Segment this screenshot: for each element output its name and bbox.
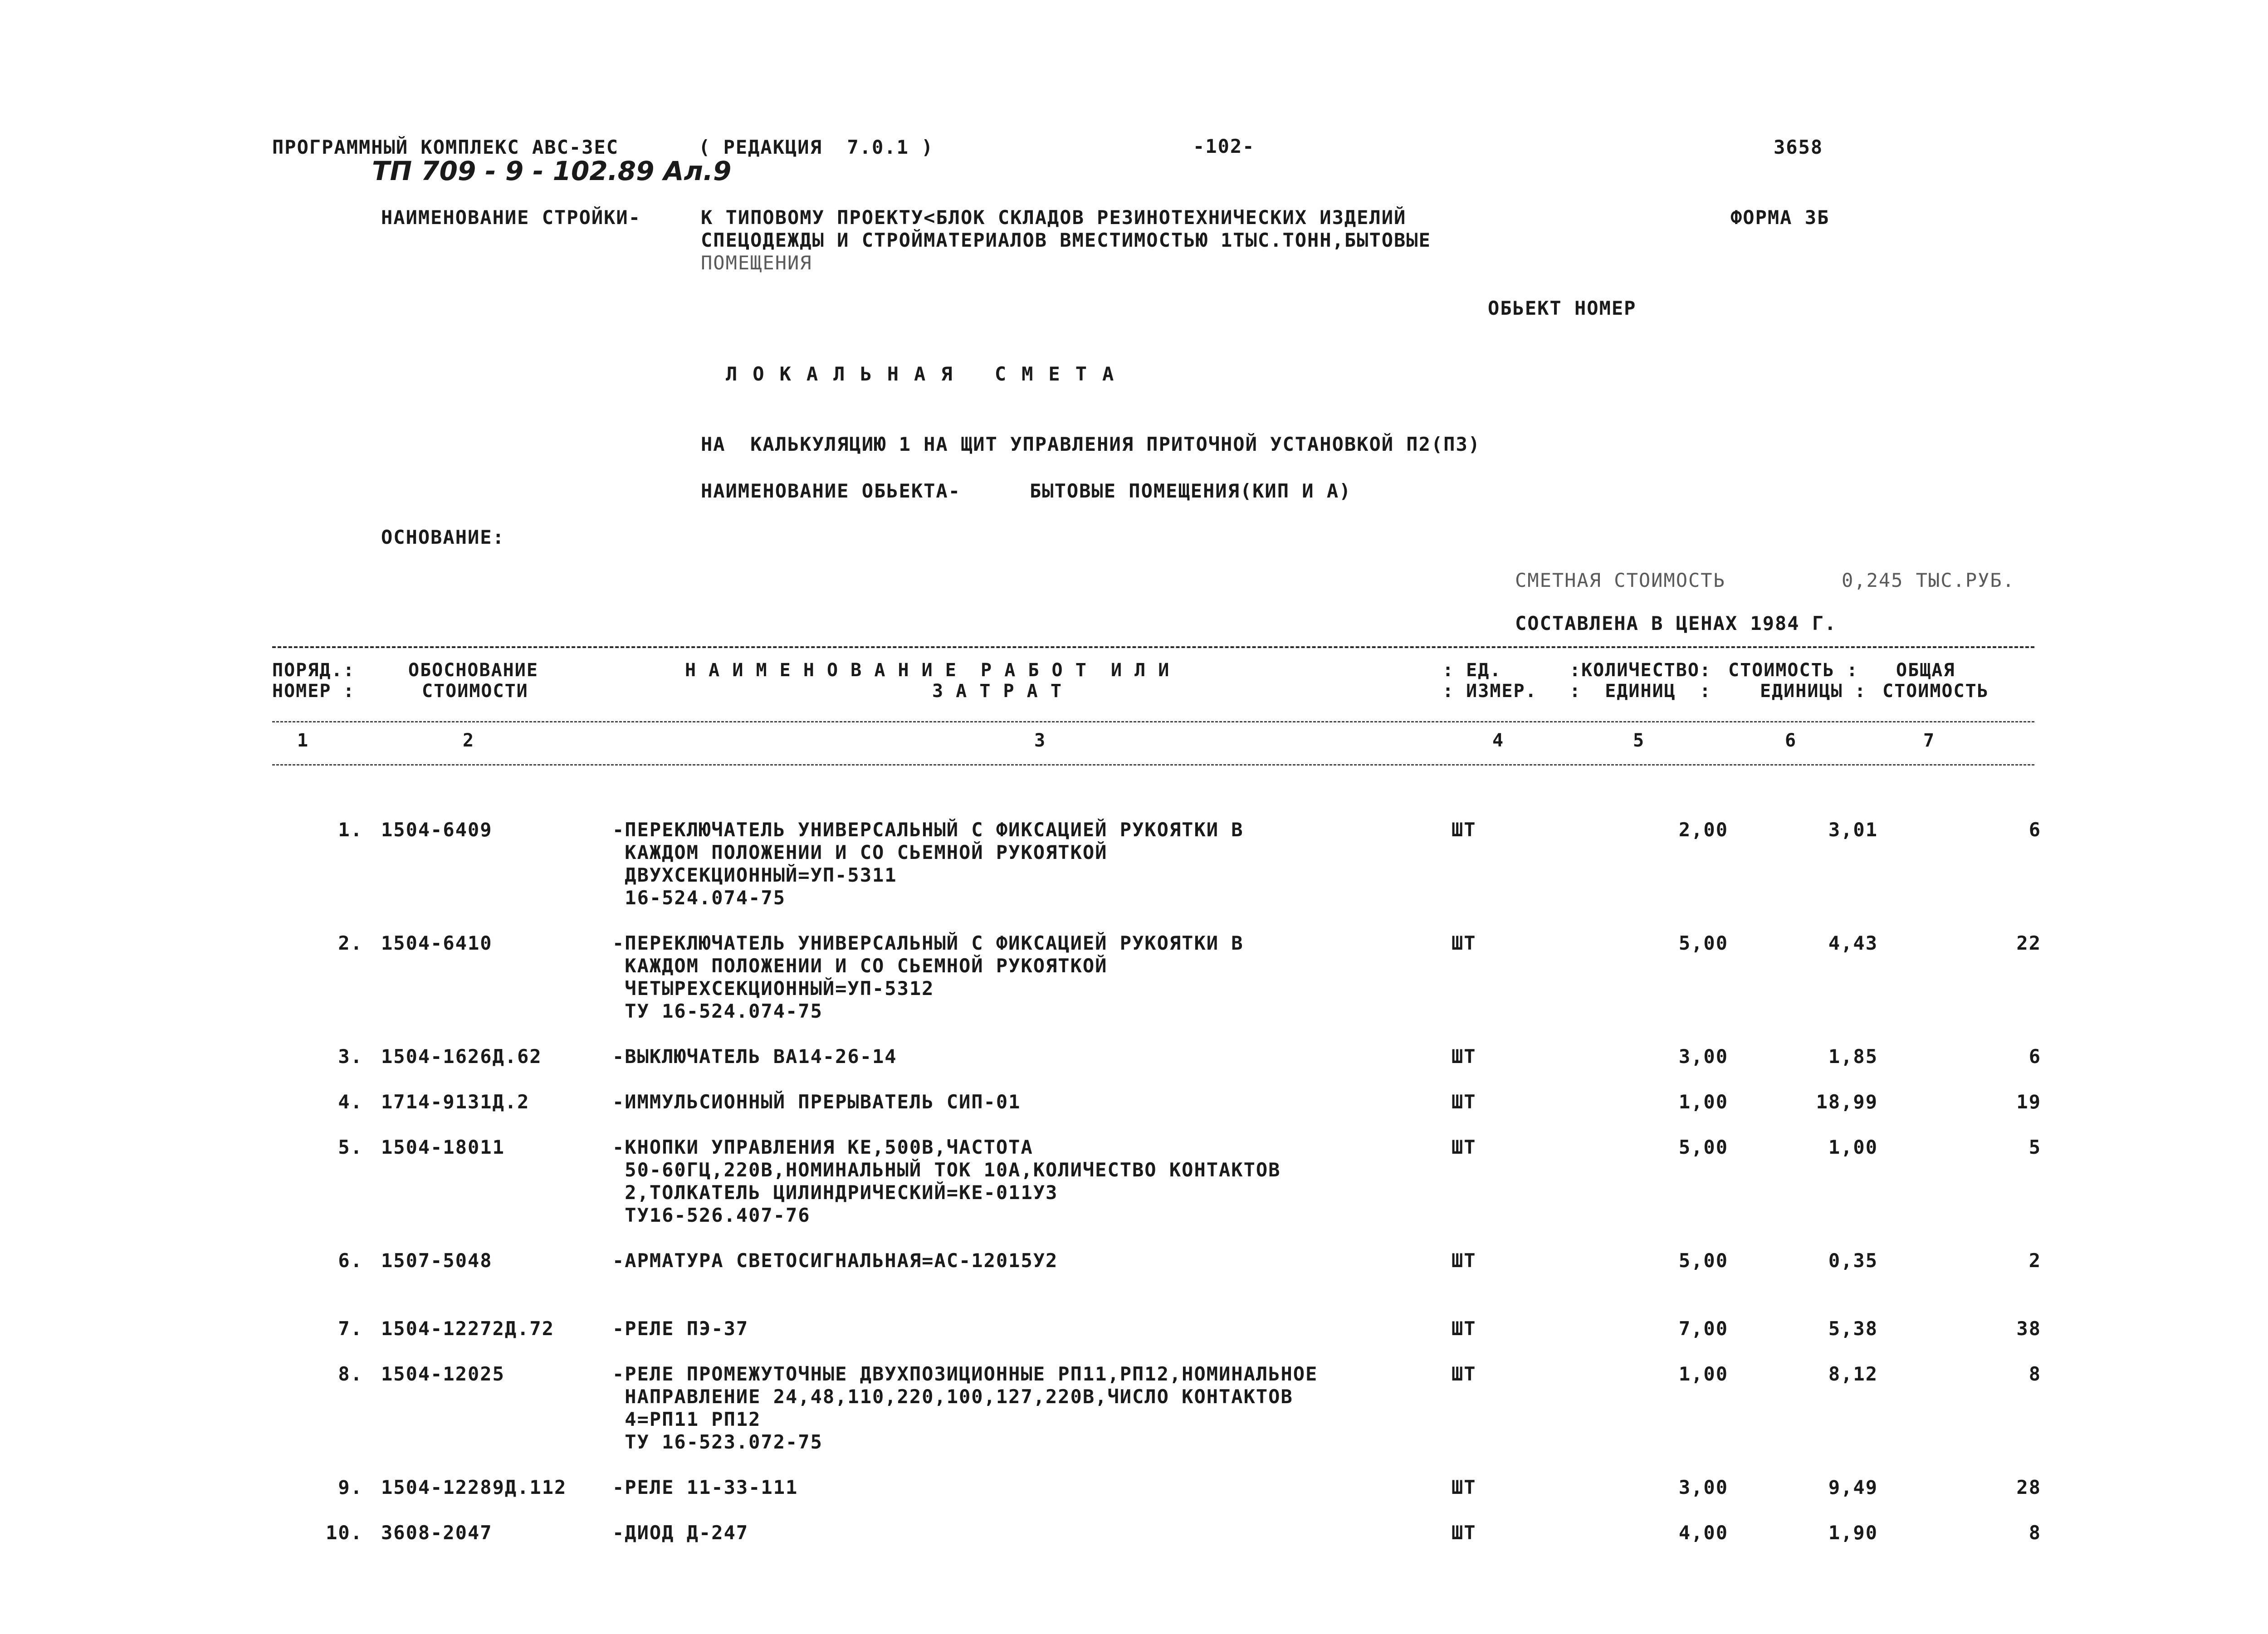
edition: ( РЕДАКЦИЯ 7.0.1 ) — [699, 136, 934, 158]
colnum-1: 1 — [297, 730, 309, 751]
row-code: 1504-6410 — [381, 932, 493, 954]
row-price: 1,85 — [1828, 1045, 1878, 1068]
cost-label: СМЕТНАЯ СТОИМОСТЬ — [1515, 569, 1725, 591]
col3-header-a: Н А И М Е Н О В А Н И Е Р А Б О Т И Л И — [685, 660, 1170, 681]
colnum-5: 5 — [1633, 730, 1645, 751]
row-unit: ШТ — [1452, 932, 1476, 954]
row-unit: ШТ — [1452, 1136, 1476, 1158]
col3-header-b: З А Т Р А Т — [932, 681, 1062, 702]
construction-name-line3: ПОМЕЩЕНИЯ — [701, 252, 812, 274]
row-total: 6 — [2028, 819, 2041, 841]
row-name: -ПЕРЕКЛЮЧАТЕЛЬ УНИВЕРСАЛЬНЫЙ С ФИКСАЦИЕЙ РУКОЯТКИ В КАЖДОМ ПОЛОЖЕНИИ И СО СЬЕМНОЙ РУКОЯТКОЙ ЧЕТЫРЕХСЕКЦИОННЫЙ=УП-5312 ТУ 16-524.074-75 — [612, 932, 1244, 1022]
col1-header-a: ПОРЯД.: — [272, 660, 355, 681]
col4-header-a: : ЕД. — [1442, 660, 1502, 681]
construction-label: НАИМЕНОВАНИЕ СТРОЙКИ- — [381, 206, 641, 229]
row-qty: 4,00 — [1678, 1522, 1728, 1544]
table-top-rule — [272, 646, 2034, 648]
row-total: 8 — [2028, 1522, 2041, 1544]
row-code: 1504-18011 — [381, 1136, 505, 1158]
row-qty: 2,00 — [1678, 819, 1728, 841]
row-name: -РЕЛЕ ПЭ-37 — [612, 1317, 749, 1340]
col6-header-b: ЕДИНИЦЫ : — [1760, 681, 1867, 702]
row-qty: 3,00 — [1678, 1476, 1728, 1498]
colnum-2: 2 — [463, 730, 475, 751]
row-code: 1714-9131Д.2 — [381, 1091, 530, 1113]
row-name: -ДИОД Д-247 — [612, 1522, 749, 1544]
row-unit: ШТ — [1452, 1249, 1476, 1272]
colnum-bottom-rule — [272, 764, 2034, 766]
row-unit: ШТ — [1452, 819, 1476, 841]
row-number: 2. — [338, 932, 363, 954]
prices-note: СОСТАВЛЕНА В ЦЕНАХ 1984 Г. — [1515, 612, 1837, 634]
row-number: 6. — [338, 1249, 363, 1272]
row-code: 1507-5048 — [381, 1249, 493, 1272]
row-price: 18,99 — [1816, 1091, 1878, 1113]
row-price: 1,00 — [1828, 1136, 1878, 1158]
construction-name-line2: СПЕЦОДЕЖДЫ И СТРОЙМАТЕРИАЛОВ ВМЕСТИМОСТЬЮ 1ТЫС.ТОНН,БЫТОВЫЕ — [701, 229, 1431, 251]
calc-line: НА КАЛЬКУЛЯЦИЮ 1 НА ЩИТ УПРАВЛЕНИЯ ПРИТОЧНОЙ УСТАНОВКОЙ П2(П3) — [701, 433, 1481, 455]
construction-name-line1: К ТИПОВОМУ ПРОЕКТУ<БЛОК СКЛАДОВ РЕЗИНОТЕХНИЧЕСКИХ ИЗДЕЛИЙ — [701, 206, 1407, 229]
row-price: 0,35 — [1828, 1249, 1878, 1272]
row-qty: 7,00 — [1678, 1317, 1728, 1340]
row-number: 10. — [326, 1522, 363, 1544]
row-qty: 1,00 — [1678, 1363, 1728, 1385]
row-unit: ШТ — [1452, 1522, 1476, 1544]
object-name-label: НАИМЕНОВАНИЕ ОБЬЕКТА- — [701, 480, 961, 502]
row-unit: ШТ — [1452, 1091, 1476, 1113]
row-code: 1504-12272Д.72 — [381, 1317, 555, 1340]
row-number: 5. — [338, 1136, 363, 1158]
doc-title: ЛОКАЛЬНАЯ СМЕТА — [726, 363, 1129, 385]
col2-header-a: ОБОСНОВАНИЕ — [408, 660, 538, 681]
cost-value: 0,245 ТЫС.РУБ. — [1842, 569, 2015, 591]
row-number: 7. — [338, 1317, 363, 1340]
row-unit: ШТ — [1452, 1045, 1476, 1068]
row-total: 22 — [2016, 932, 2041, 954]
row-unit: ШТ — [1452, 1317, 1476, 1340]
col5-header-b: : ЕДИНИЦ : — [1569, 681, 1711, 702]
program-name: ПРОГРАММНЫЙ КОМПЛЕКС АВС-3ЕС — [272, 136, 619, 158]
row-name: -РЕЛЕ 11-33-111 — [612, 1476, 798, 1498]
page-mark: -102- — [1193, 135, 1255, 157]
row-unit: ШТ — [1452, 1476, 1476, 1498]
basis: ОСНОВАНИЕ: — [381, 526, 505, 548]
row-number: 1. — [338, 819, 363, 841]
row-total: 19 — [2016, 1091, 2041, 1113]
row-qty: 5,00 — [1678, 1136, 1728, 1158]
handwritten-code: ТП 709 - 9 - 102.89 Ал.9 — [372, 156, 732, 186]
row-total: 38 — [2016, 1317, 2041, 1340]
row-price: 9,49 — [1828, 1476, 1878, 1498]
object-number: ОБЬЕКТ НОМЕР — [1488, 297, 1637, 319]
object-name: БЫТОВЫЕ ПОМЕЩЕНИЯ(КИП И А) — [1030, 480, 1352, 502]
row-qty: 1,00 — [1678, 1091, 1728, 1113]
row-code: 3608-2047 — [381, 1522, 493, 1544]
row-unit: ШТ — [1452, 1363, 1476, 1385]
row-number: 3. — [338, 1045, 363, 1068]
colnum-4: 4 — [1492, 730, 1505, 751]
row-qty: 5,00 — [1678, 932, 1728, 954]
row-code: 1504-12289Д.112 — [381, 1476, 567, 1498]
row-total: 28 — [2016, 1476, 2041, 1498]
row-total: 8 — [2028, 1363, 2041, 1385]
row-price: 1,90 — [1828, 1522, 1878, 1544]
row-price: 3,01 — [1828, 819, 1878, 841]
col5-header-a: :КОЛИЧЕСТВО: — [1569, 660, 1711, 681]
row-name: -ПЕРЕКЛЮЧАТЕЛЬ УНИВЕРСАЛЬНЫЙ С ФИКСАЦИЕЙ РУКОЯТКИ В КАЖДОМ ПОЛОЖЕНИИ И СО СЬЕМНОЙ РУКОЯТКОЙ ДВУХСЕКЦИОННЫЙ=УП-5311 16-524.074-75 — [612, 819, 1244, 909]
row-number: 8. — [338, 1363, 363, 1385]
row-qty: 3,00 — [1678, 1045, 1728, 1068]
row-price: 8,12 — [1828, 1363, 1878, 1385]
colnum-6: 6 — [1785, 730, 1797, 751]
row-code: 1504-12025 — [381, 1363, 505, 1385]
form-label: ФОРМА 3Б — [1730, 206, 1830, 229]
colnum-3: 3 — [1034, 730, 1046, 751]
colnum-7: 7 — [1923, 730, 1936, 751]
row-name: -КНОПКИ УПРАВЛЕНИЯ КЕ,500В,ЧАСТОТА 50-60ГЦ,220В,НОМИНАЛЬНЫЙ ТОК 10А,КОЛИЧЕСТВО КОНТАКТОВ 2,ТОЛКАТЕЛЬ ЦИЛИНДРИЧЕСКИЙ=КЕ-011У3 ТУ16-526.407-76 — [612, 1136, 1281, 1226]
row-code: 1504-1626Д.62 — [381, 1045, 542, 1068]
row-name: -РЕЛЕ ПРОМЕЖУТОЧНЫЕ ДВУХПОЗИЦИОННЫЕ РП11,РП12,НОМИНАЛЬНОЕ НАПРАВЛЕНИЕ 24,48,110,220,100,127,220В,ЧИСЛО КОНТАКТОВ 4=РП11 РП12 ТУ 16-523.072-75 — [612, 1363, 1318, 1453]
row-number: 4. — [338, 1091, 363, 1113]
row-name: -АРМАТУРА СВЕТОСИГНАЛЬНАЯ=АС-12015У2 — [612, 1249, 1058, 1272]
doc-number: 3658 — [1774, 136, 1823, 158]
col4-header-b: : ИЗМЕР. — [1442, 681, 1537, 702]
row-price: 5,38 — [1828, 1317, 1878, 1340]
col7-header-b: СТОИМОСТЬ — [1882, 681, 1989, 702]
row-price: 4,43 — [1828, 932, 1878, 954]
col7-header-a: ОБЩАЯ — [1896, 660, 1955, 681]
col2-header-b: СТОИМОСТИ — [422, 681, 528, 702]
col6-header-a: СТОИМОСТЬ : — [1728, 660, 1858, 681]
row-code: 1504-6409 — [381, 819, 493, 841]
row-total: 6 — [2028, 1045, 2041, 1068]
row-name: -ВЫКЛЮЧАТЕЛЬ ВА14-26-14 — [612, 1045, 897, 1068]
row-total: 5 — [2028, 1136, 2041, 1158]
row-name: -ИММУЛЬСИОННЫЙ ПРЕРЫВАТЕЛЬ СИП-01 — [612, 1091, 1021, 1113]
col1-header-b: НОМЕР : — [272, 681, 355, 702]
row-number: 9. — [338, 1476, 363, 1498]
header-bottom-rule — [272, 721, 2034, 722]
row-qty: 5,00 — [1678, 1249, 1728, 1272]
row-total: 2 — [2028, 1249, 2041, 1272]
